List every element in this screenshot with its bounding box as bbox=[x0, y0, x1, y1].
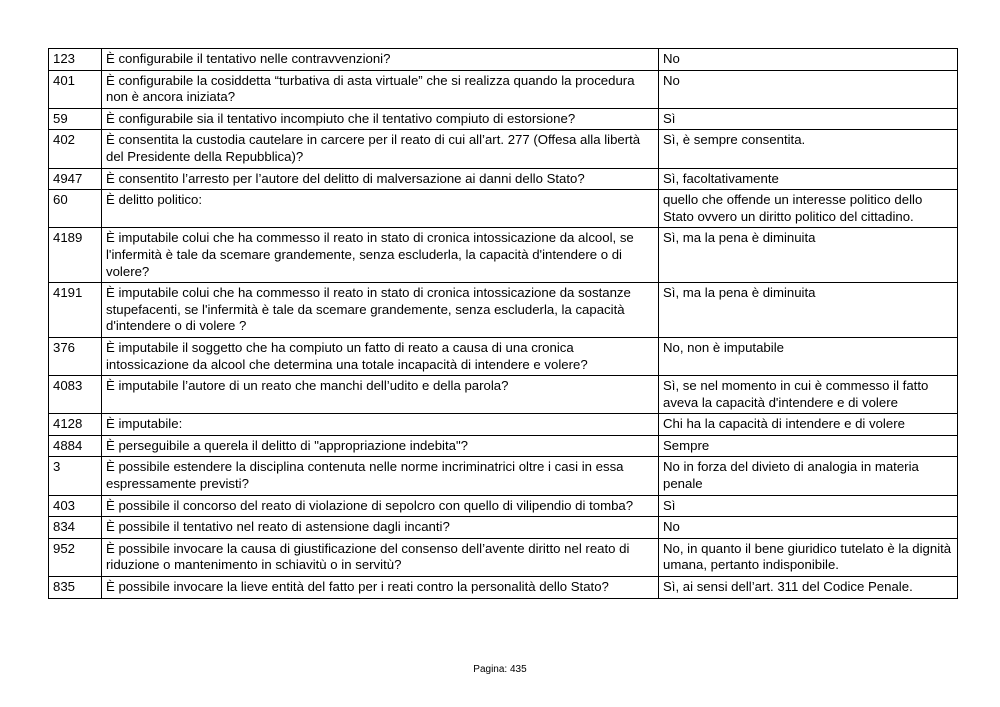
question-id: 123 bbox=[49, 49, 102, 71]
answer-text: No in forza del divieto di analogia in materia penale bbox=[659, 457, 958, 495]
answer-text: Chi ha la capacità di intendere e di volere bbox=[659, 414, 958, 436]
answer-text: quello che offende un interesse politico dello Stato ovvero un diritto politico del cittadino. bbox=[659, 190, 958, 228]
question-id: 402 bbox=[49, 130, 102, 168]
answer-text: Sì, ma la pena è diminuita bbox=[659, 283, 958, 338]
table-row bbox=[49, 495, 958, 517]
question-id: 952 bbox=[49, 538, 102, 576]
table-row bbox=[49, 70, 958, 108]
question-id: 60 bbox=[49, 190, 102, 228]
question-id: 59 bbox=[49, 108, 102, 130]
table-row bbox=[49, 168, 958, 190]
answer-text: Sì, è sempre consentita. bbox=[659, 130, 958, 168]
answer-text: Sì, ai sensi dell’art. 311 del Codice Penale. bbox=[659, 577, 958, 599]
question-id: 3 bbox=[49, 457, 102, 495]
question-id: 4884 bbox=[49, 435, 102, 457]
question-text: È imputabile l’autore di un reato che manchi dell’udito e della parola? bbox=[102, 376, 659, 414]
question-text: È consentito l’arresto per l’autore del delitto di malversazione ai danni dello Stato? bbox=[102, 168, 659, 190]
table-row bbox=[49, 283, 958, 338]
question-text: È consentita la custodia cautelare in carcere per il reato di cui all’art. 277 (Offesa alla libertà del Presidente della Repubblica)? bbox=[102, 130, 659, 168]
table-row bbox=[49, 577, 958, 599]
question-id: 4128 bbox=[49, 414, 102, 436]
answer-text: Sì bbox=[659, 108, 958, 130]
answer-text: Sì, facoltativamente bbox=[659, 168, 958, 190]
table-row bbox=[49, 337, 958, 375]
question-id: 835 bbox=[49, 577, 102, 599]
table-row bbox=[49, 457, 958, 495]
answer-text: No, non è imputabile bbox=[659, 337, 958, 375]
table-row bbox=[49, 228, 958, 283]
table-row bbox=[49, 130, 958, 168]
answer-text: Sì, ma la pena è diminuita bbox=[659, 228, 958, 283]
table-row bbox=[49, 538, 958, 576]
answer-text: No, in quanto il bene giuridico tutelato è la dignità umana, pertanto indisponibile. bbox=[659, 538, 958, 576]
question-id: 403 bbox=[49, 495, 102, 517]
question-text: È possibile il tentativo nel reato di astensione dagli incanti? bbox=[102, 517, 659, 539]
question-text: È possibile invocare la causa di giustificazione del consenso dell’avente diritto nel reato di riduzione o mantenimento in schiavitù o in servitù? bbox=[102, 538, 659, 576]
question-text: È configurabile il tentativo nelle contravvenzioni? bbox=[102, 49, 659, 71]
question-text: È delitto politico: bbox=[102, 190, 659, 228]
question-id: 4189 bbox=[49, 228, 102, 283]
question-text: È possibile il concorso del reato di violazione di sepolcro con quello di vilipendio di tomba? bbox=[102, 495, 659, 517]
question-text: È configurabile sia il tentativo incompiuto che il tentativo compiuto di estorsione? bbox=[102, 108, 659, 130]
answer-text: Sempre bbox=[659, 435, 958, 457]
question-text: È configurabile la cosiddetta “turbativa di asta virtuale” che si realizza quando la procedura non è ancora iniziata? bbox=[102, 70, 659, 108]
question-id: 834 bbox=[49, 517, 102, 539]
question-id: 4191 bbox=[49, 283, 102, 338]
question-id: 401 bbox=[49, 70, 102, 108]
table-row bbox=[49, 517, 958, 539]
question-text: È possibile invocare la lieve entità del fatto per i reati contro la personalità dello Stato? bbox=[102, 577, 659, 599]
table-row bbox=[49, 190, 958, 228]
question-text: È perseguibile a querela il delitto di "appropriazione indebita"? bbox=[102, 435, 659, 457]
table-row bbox=[49, 414, 958, 436]
question-id: 376 bbox=[49, 337, 102, 375]
answer-text: No bbox=[659, 70, 958, 108]
answer-text: Sì bbox=[659, 495, 958, 517]
question-text: È possibile estendere la disciplina contenuta nelle norme incriminatrici oltre i casi in essa espressamente previsti? bbox=[102, 457, 659, 495]
answer-text: No bbox=[659, 49, 958, 71]
answer-text: No bbox=[659, 517, 958, 539]
question-answer-table bbox=[48, 48, 958, 599]
table-row bbox=[49, 435, 958, 457]
question-text: È imputabile il soggetto che ha compiuto un fatto di reato a causa di una cronica intossicazione da alcool che determina una totale incapacità di intendere e volere? bbox=[102, 337, 659, 375]
table-row bbox=[49, 108, 958, 130]
question-id: 4947 bbox=[49, 168, 102, 190]
table-row bbox=[49, 49, 958, 71]
question-text: È imputabile colui che ha commesso il reato in stato di cronica intossicazione da sostanze stupefacenti, se l'infermità è tale da scemare grandemente, senza escluderla, la capacità d'intendere o di volere ? bbox=[102, 283, 659, 338]
question-id: 4083 bbox=[49, 376, 102, 414]
question-text: È imputabile colui che ha commesso il reato in stato di cronica intossicazione da alcool, se l'infermità è tale da scemare grandemente, senza escluderla, la capacità d'intendere o di volere? bbox=[102, 228, 659, 283]
answer-text: Sì, se nel momento in cui è commesso il fatto aveva la capacità d'intendere e di volere bbox=[659, 376, 958, 414]
page-number: Pagina: 435 bbox=[473, 664, 527, 675]
question-text: È imputabile: bbox=[102, 414, 659, 436]
table-row bbox=[49, 376, 958, 414]
